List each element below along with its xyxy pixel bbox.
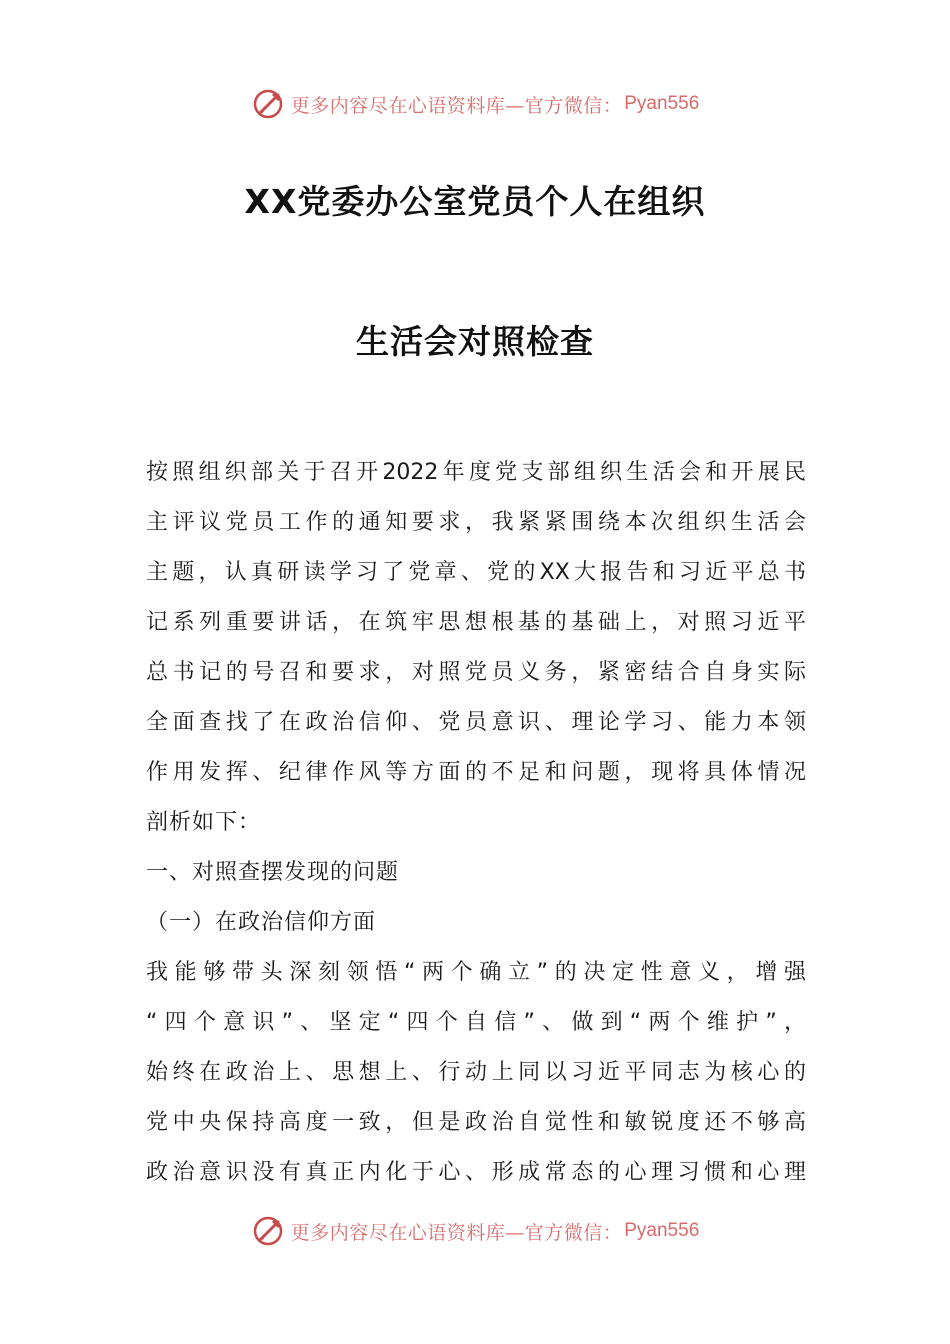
body-line: 主评议党员工作的通知要求，我紧紧围绕本次组织生活会: [146, 510, 806, 535]
subsection-heading: （一）在政治信仰方面: [146, 910, 377, 935]
pen-logo-icon: [251, 86, 287, 122]
watermark-text: 更多内容尽在心语资料库—官方微信：: [290, 1221, 623, 1244]
body-line: 记系列重要讲话，在筑牢思想根基的基础上，对照习近平: [146, 610, 806, 635]
body-line: 始终在政治上、思想上、行动上同以习近平同志为核心的: [146, 1060, 806, 1085]
document-title-line-1: XX党委办公室党员个人在组织: [244, 182, 706, 221]
watermark-wechat-id: Pyan556: [624, 93, 700, 114]
body-line: “四个意识”、坚定“四个自信”、做到“两个维护”，: [146, 1010, 806, 1035]
body-line: 作用发挥、纪律作风等方面的不足和问题，现将具体情况: [146, 760, 806, 785]
footer-watermark: [0, 1211, 950, 1251]
document-body: [146, 448, 806, 1198]
body-line: 总书记的号召和要求，对照党员义务，紧密结合自身实际: [146, 660, 806, 685]
watermark-wechat-id: Pyan556: [624, 1220, 700, 1241]
body-line: 全面查找了在政治信仰、党员意识、理论学习、能力本领: [146, 710, 806, 735]
document-title-line-2: 生活会对照检查: [356, 322, 594, 361]
body-line: 按照组织部关于召开2022年度党支部组织生活会和开展民: [146, 460, 806, 485]
body-line: 党中央保持高度一致，但是政治自觉性和敏锐度还不够高: [146, 1110, 806, 1135]
pen-logo-icon: [251, 1213, 287, 1249]
body-line: 主题，认真研读学习了党章、党的XX大报告和习近平总书: [146, 560, 806, 585]
header-watermark: [0, 84, 950, 124]
body-line: 政治意识没有真正内化于心、形成常态的心理习惯和心理: [146, 1160, 806, 1185]
watermark-text: 更多内容尽在心语资料库—官方微信：: [290, 94, 623, 117]
section-heading: 一、对照查摆发现的问题: [146, 860, 400, 885]
body-line: 我能够带头深刻领悟“两个确立”的决定性意义，增强: [146, 960, 806, 985]
body-line: 剖析如下：: [146, 810, 262, 835]
